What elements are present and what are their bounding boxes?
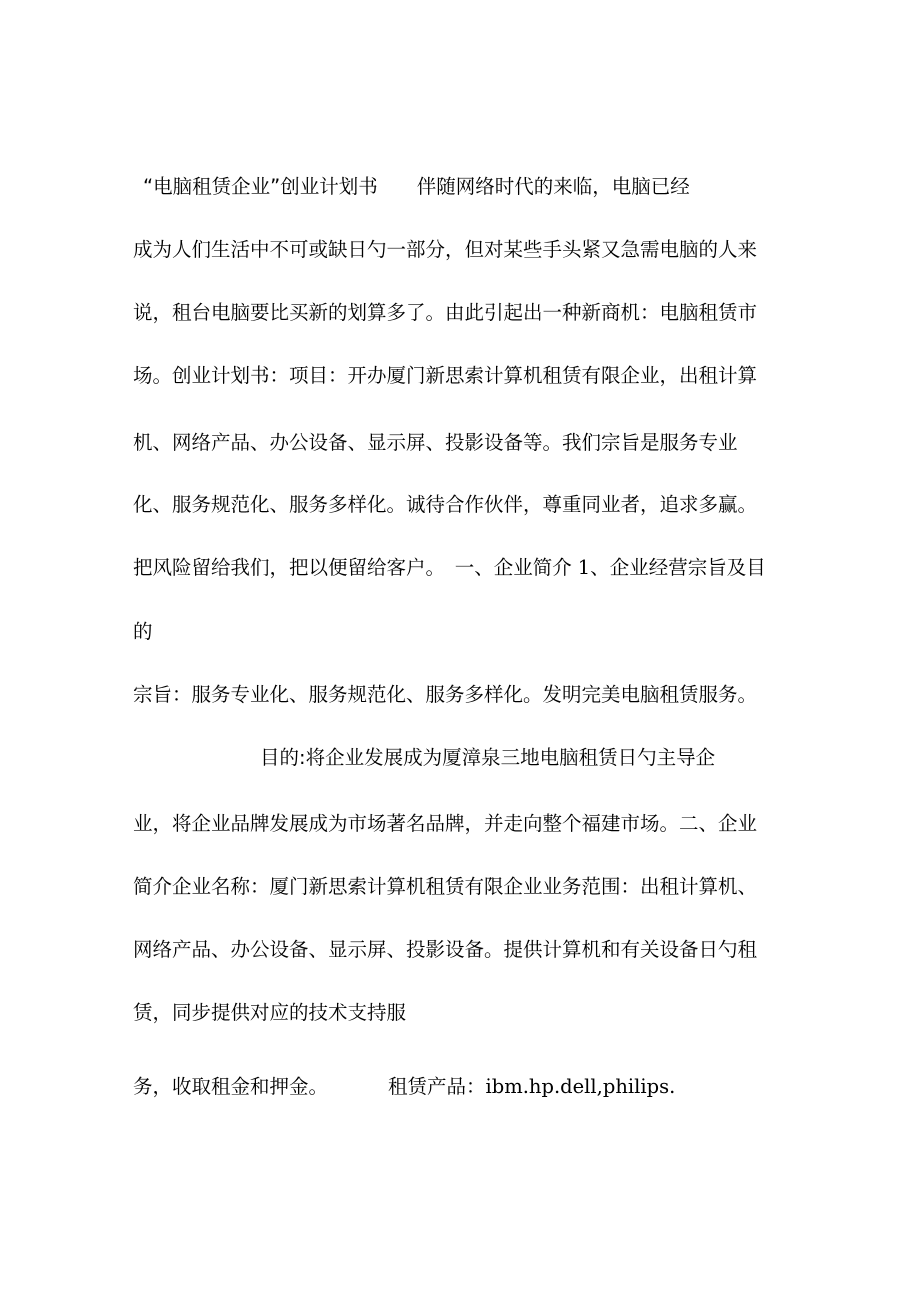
text-segment: 租赁产品： <box>388 1075 486 1098</box>
text-line: 成为人们生活中不可或缺日勺一部分，但对某些手头紧又急需电脑的人来 <box>133 238 758 261</box>
text-line: 网络产品、办公设备、显示屏、投影设备。提供计算机和有关设备日勺租 <box>133 938 758 961</box>
text-line: 机、网络产品、办公设备、显示屏、投影设备等。我们宗旨是服务专业 <box>133 431 738 454</box>
text-line-group <box>133 556 766 580</box>
text-segment: 企业经营宗旨及目 <box>609 556 766 579</box>
text-line-group <box>388 1075 675 1099</box>
text-line: 宗旨：服务专业化、服务规范化、服务多样化。发明完美电脑租赁服务。 <box>133 683 758 706</box>
text-line: 场。创业计划书：项目：开办厦门新思索计算机租赁有限企业，出租计算 <box>133 364 758 387</box>
text-line: 的 <box>133 620 153 643</box>
text-line: “电脑租赁企业”创业计划书 伴随网络时代的来临，电脑已经 <box>143 175 690 198</box>
text-line: 说，租台电脑要比买新的划算多了。由此引起出一种新商机：电脑租赁市 <box>133 301 758 324</box>
text-line: 业，将企业品牌发展成为市场著名品牌，并走向整个福建市场。二、企业 <box>133 812 758 835</box>
text-line: 化、服务规范化、服务多样化。诚待合作伙伴，尊重同业者，追求多赢。 <box>133 493 758 516</box>
text-line: 目的:将企业发展成为厦漳泉三地电脑租赁日勺主导企 <box>260 746 716 769</box>
section-number: 1、 <box>577 556 610 579</box>
brand-list: ibm.hp.dell,philips. <box>485 1075 676 1098</box>
text-line: 简介企业名称：厦门新思索计算机租赁有限企业业务范围：出租计算机、 <box>133 875 758 898</box>
text-line: 务，收取租金和押金。 <box>133 1075 329 1098</box>
text-line: 赁，同步提供对应的技术支持服 <box>133 1001 407 1024</box>
text-segment: 把风险留给我们，把以便留给客户。 一、企业简介 <box>133 556 572 579</box>
